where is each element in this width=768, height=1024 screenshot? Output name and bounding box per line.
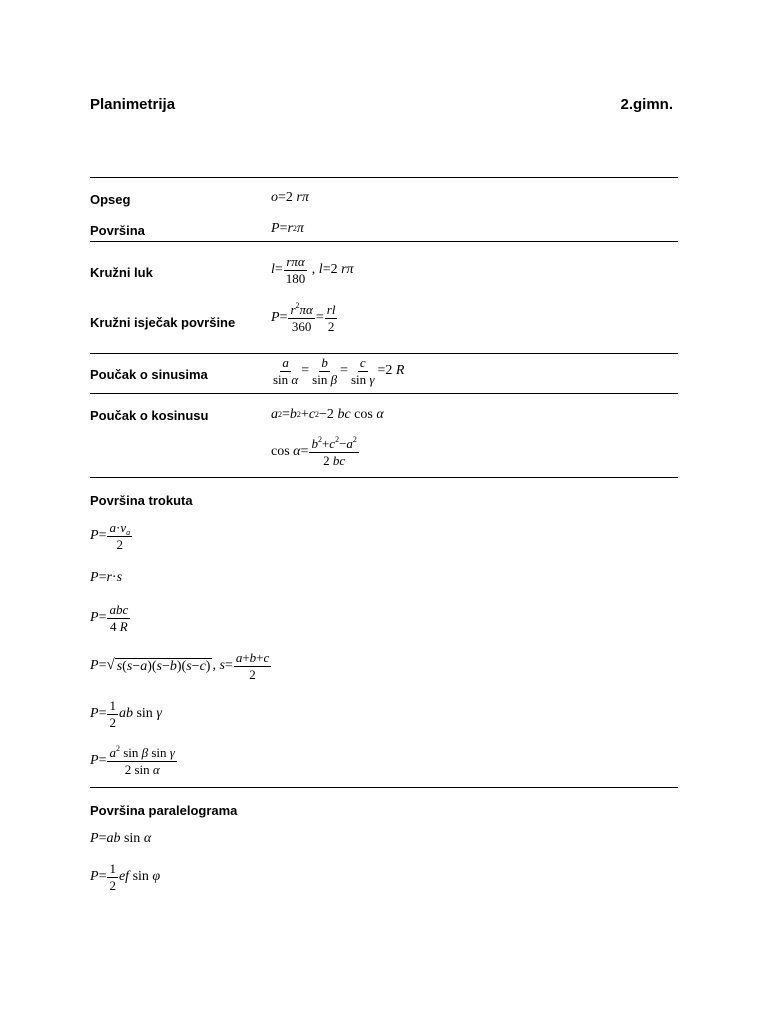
divider (90, 477, 678, 478)
formula-trokut-2: P = r · s (90, 570, 123, 585)
divider (90, 177, 678, 178)
label-poucak-kosinusu: Poučak o kosinusu (90, 408, 209, 423)
divider (90, 787, 678, 788)
divider (90, 353, 678, 354)
formula-povrsina: P = r 2 π (271, 221, 304, 236)
formula-trokut-3: P = $\frac{\text{abc}}{4 R}$ (90, 602, 129, 634)
label-kruzni-isjecak: Kružni isječak površine (90, 315, 236, 330)
label-kruzni-luk: Kružni luk (90, 265, 153, 280)
class-label: 2.gimn. (620, 96, 673, 113)
section-title-paralelogram: Površina paralelograma (90, 803, 238, 818)
formula-kruzni-isjecak: P = $\frac{r^2\pi\alpha}{360}$ = $\frac{rl}{2}$ (271, 301, 336, 334)
formula-poucak-sinusima: $\frac{a}{\text{sin α}}$ = $\frac{b}{\text{sin β}}$ = $\frac{c}{\text{sin γ}}$ =2 R (273, 355, 405, 387)
formula-kosinus-1: a 2 = b 2 + c 2 −2 bc cos α (271, 407, 384, 422)
label-poucak-sinusima: Poučak o sinusima (90, 367, 208, 382)
divider (90, 241, 678, 242)
formula-kosinus-2: cos α = $\frac{b^2+c^2-a^2}{2 bc}$ (271, 435, 357, 468)
formula-paralelogram-1: P = ab sin α (90, 831, 152, 846)
formula-trokut-1: P = $\frac{a\cdot v_a}{2}$ (90, 520, 131, 552)
formula-opseg: o =2 rπ (271, 190, 309, 205)
formula-trokut-4: P = √ s(s−a)(s−b)(s−c) , s = $\frac{a+b+c}{2}$ (90, 650, 270, 682)
label-opseg: Opseg (90, 192, 131, 207)
page-title: Planimetrija (90, 96, 176, 113)
formula-trokut-6: P = $\frac{a^2 \sin \beta \sin \gamma}{\text{2 sin α}}$ (90, 744, 175, 777)
formula-kruzni-luk: l = $\frac{\text{rπα}}{180}$ , l =2 rπ (271, 254, 354, 286)
label-povrsina: Površina (90, 223, 145, 238)
formula-trokut-5: P = $\frac{1}{2}$ ab sin γ (90, 698, 162, 730)
formula-paralelogram-2: P = $\frac{1}{2}$ ef sin φ (90, 861, 161, 893)
divider (90, 393, 678, 394)
section-title-trokut: Površina trokuta (90, 493, 193, 508)
